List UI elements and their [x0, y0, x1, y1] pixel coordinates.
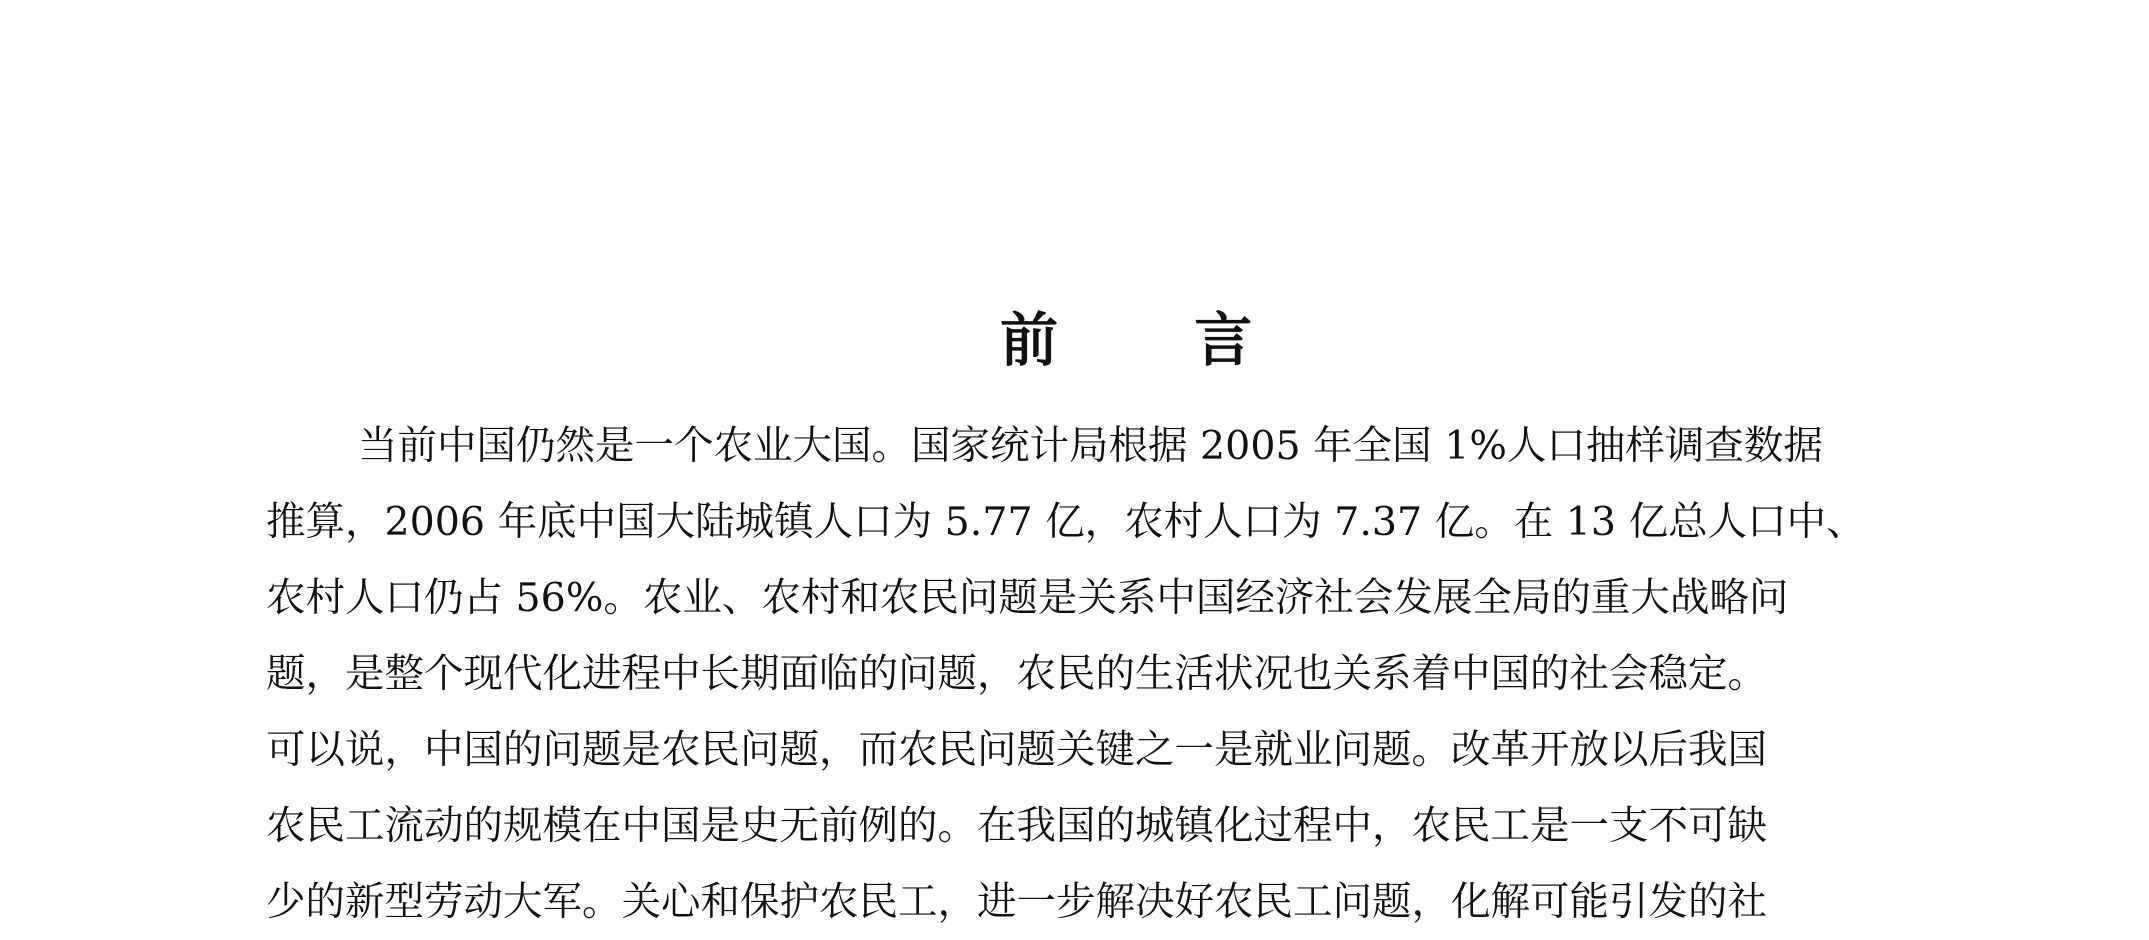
- paragraph-line: 推算，2006 年底中国大陆城镇人口为 5.77 亿，农村人口为 7.37 亿。在 13 亿总人口中、: [266, 499, 1866, 545]
- paragraph-line: 农村人口仍占 56%。农业、农村和农民问题是关系中国经济社会发展全局的重大战略问: [266, 575, 1789, 621]
- preface-body: [266, 408, 1916, 940]
- page-title: 前 言: [1000, 306, 1311, 374]
- paragraph-line: 可以说，中国的问题是农民问题，而农民问题关键之一是就业问题。改革开放以后我国: [266, 727, 1767, 773]
- paragraph-line: 农民工流动的规模在中国是史无前例的。在我国的城镇化过程中，农民工是一支不可缺: [266, 803, 1767, 849]
- paragraph-line: 题，是整个现代化进程中长期面临的问题，农民的生活状况也关系着中国的社会稳定。: [266, 651, 1767, 697]
- paragraph-line: 当前中国仍然是一个农业大国。国家统计局根据 2005 年全国 1%人口抽样调查数据: [358, 423, 1823, 469]
- paragraph-line: 少的新型劳动大军。关心和保护农民工，进一步解决好农民工问题，化解可能引发的社: [266, 879, 1767, 925]
